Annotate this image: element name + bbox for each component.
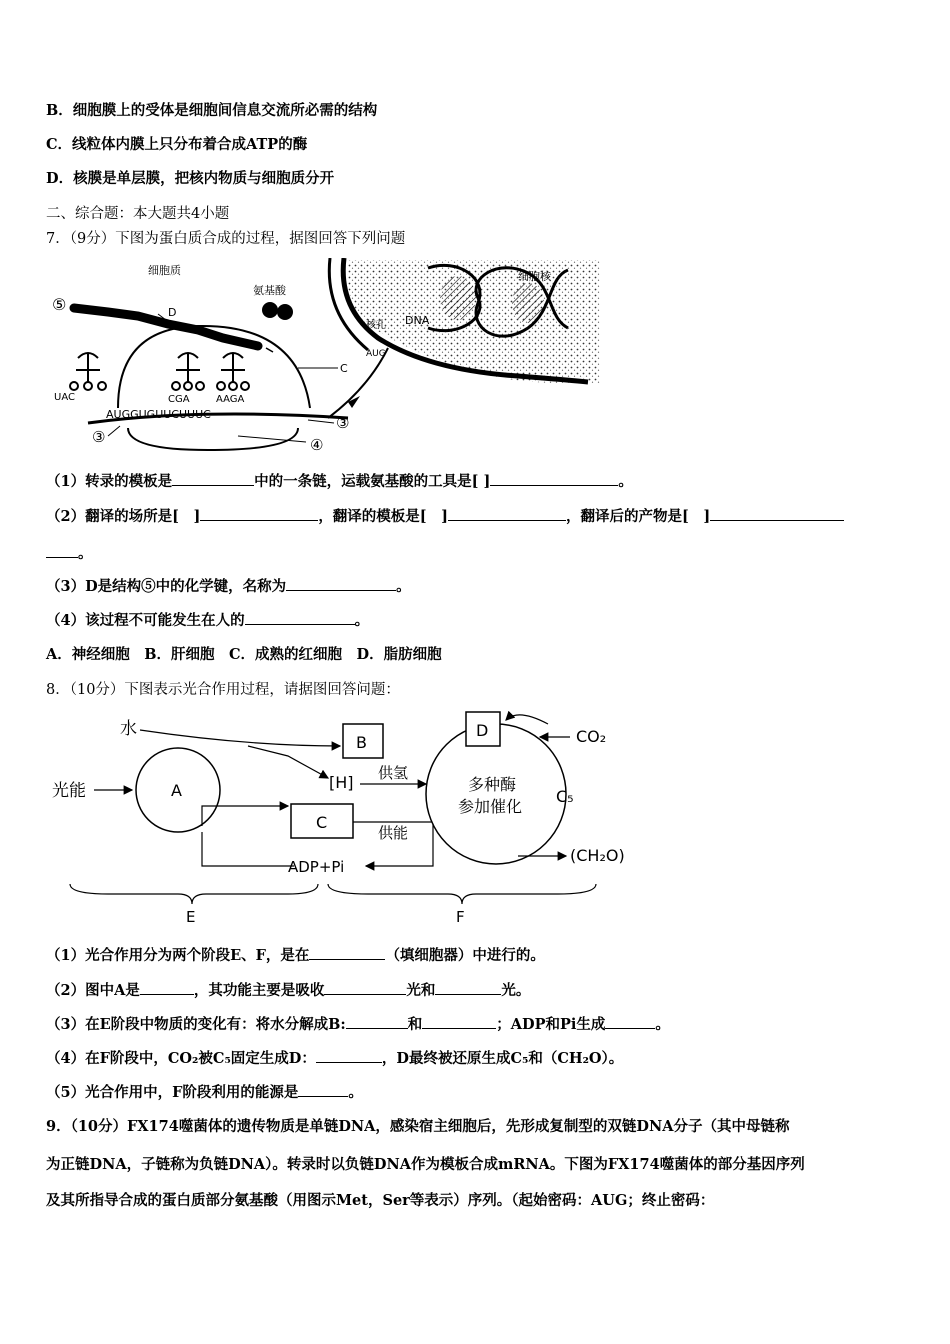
label-supply-energy: 供能 — [378, 824, 409, 842]
q8-part5: （5）光合作用中，F阶段利用的能源是 。 — [46, 1084, 363, 1101]
blank[interactable] — [172, 471, 254, 486]
trna-1 — [70, 353, 106, 390]
blank[interactable] — [46, 543, 78, 558]
q8-part3: （3）在E阶段中物质的变化有：将水分解成B: 和 ；ADP和Pi生成 。 — [46, 1016, 670, 1033]
label-h: [H] — [329, 773, 354, 792]
blank[interactable] — [298, 1082, 348, 1097]
label-cytoplasm: 细胞质 — [148, 264, 181, 277]
label-nucleus: 细胞核 — [518, 270, 551, 283]
brace-f — [328, 884, 596, 904]
trna-3 — [217, 353, 249, 390]
brace-e — [70, 884, 318, 904]
label-amino-acid: 氨基酸 — [253, 284, 286, 297]
label-mrna-nuc: AUG — [366, 349, 386, 359]
label-ch2o: (CH₂O) — [570, 846, 625, 865]
blank[interactable] — [490, 471, 618, 486]
blank[interactable] — [435, 980, 501, 995]
q8-part1: （1）光合作用分为两个阶段E、F，是在 （填细胞器）中进行的。 — [46, 947, 545, 964]
blank[interactable] — [309, 945, 385, 960]
blank[interactable] — [324, 980, 406, 995]
blank[interactable] — [605, 1014, 655, 1029]
label-d: D — [168, 306, 177, 319]
blank[interactable] — [286, 576, 396, 591]
label-a: A — [171, 781, 182, 800]
label-water: 水 — [120, 719, 137, 739]
q9-line1: 9．（10分）FX174噬菌体的遗传物质是单链DNA，感染宿主细胞后，先形成复制型的双链DNA分子（其中母链称 — [46, 1118, 790, 1135]
q7-part1: （1）转录的模板是 中的一条链，运载氨基酸的工具是[ ] 。 — [46, 473, 633, 490]
q7-part4: （4）该过程不可能发生在人的 。 — [46, 612, 370, 629]
label-e: E — [186, 908, 196, 926]
label-d: D — [476, 721, 489, 740]
blank[interactable] — [448, 506, 566, 521]
mrna-sequence: AUGGUGUUCUUUC — [106, 408, 211, 421]
q8-part2: （2）图中A是 ，其功能主要是吸收 光和 光。 — [46, 982, 531, 999]
label-c5: C₅ — [556, 787, 574, 806]
q7-part3: （3）D是结构⑤中的化学键，名称为 。 — [46, 578, 411, 595]
q9-line3: 及其所指导合成的蛋白质部分氨基酸（用图示Met，Ser等表示）序列。（起始密码：AUG；终止密码： — [46, 1192, 715, 1209]
label-dna: DNA — [405, 314, 430, 327]
blank[interactable] — [422, 1014, 496, 1029]
blank[interactable] — [200, 506, 318, 521]
q7-part2: （2）翻译的场所是[ ] ，翻译的模板是[ ] ，翻译后的产物是[ ] — [46, 506, 844, 527]
q7-options: A．神经细胞 B．肝细胞 C．成熟的红细胞 D．脂肪细胞 — [46, 646, 442, 663]
q7-part2-cont: 。 — [46, 543, 93, 564]
label-f: F — [456, 908, 465, 926]
label-co2: CO₂ — [576, 727, 607, 746]
blank[interactable] — [316, 1048, 382, 1063]
blank[interactable] — [710, 506, 844, 521]
option-c: C．线粒体内膜上只分布着合成ATP的酶 — [46, 136, 308, 153]
q7-stem: 7．（9分）下图为蛋白质合成的过程，据图回答下列问题 — [46, 231, 406, 247]
anticodon-3: AAGA — [216, 394, 245, 405]
section-title: 二、综合题：本大题共4小题 — [46, 206, 230, 222]
circ5: ⑤ — [52, 295, 67, 314]
label-b: B — [356, 733, 367, 752]
q8-part4: （4）在F阶段中，CO₂被C₅固定生成D： ，D最终被还原生成C₅和（CH₂O）。 — [46, 1050, 624, 1067]
circ4: ④ — [310, 436, 324, 454]
protein-synthesis-figure — [48, 258, 600, 456]
anticodon-uac: UAC — [54, 392, 75, 403]
option-d: D．核膜是单层膜，把核内物质与细胞质分开 — [46, 170, 335, 187]
q9-line2: 为正链DNA，子链称为负链DNA）。转录时以负链DNA作为模板合成mRNA。下图为FX174噬菌体的部分基因序列 — [46, 1156, 805, 1173]
circ3-right: ③ — [336, 414, 350, 432]
anticodon-2: CGA — [168, 394, 190, 405]
circ3-left: ③ — [92, 428, 106, 446]
label-supply-h: 供氢 — [378, 764, 409, 782]
blank[interactable] — [245, 610, 355, 625]
label-c: C — [340, 362, 348, 375]
label-adp: ADP+Pi — [288, 858, 345, 876]
label-c: C — [316, 813, 328, 832]
blank[interactable] — [140, 980, 194, 995]
photosynthesis-figure — [48, 706, 648, 930]
label-enzymes-1: 多种酶 — [468, 775, 517, 794]
label-pore: 核孔 — [366, 320, 386, 331]
blank[interactable] — [346, 1014, 408, 1029]
trna-2 — [172, 353, 204, 390]
option-b: B．细胞膜上的受体是细胞间信息交流所必需的结构 — [46, 102, 378, 119]
label-enzymes-2: 参加催化 — [458, 797, 523, 816]
label-light: 光能 — [52, 781, 86, 801]
q8-stem: 8．（10分）下图表示光合作用过程，请据图回答问题： — [46, 682, 400, 698]
